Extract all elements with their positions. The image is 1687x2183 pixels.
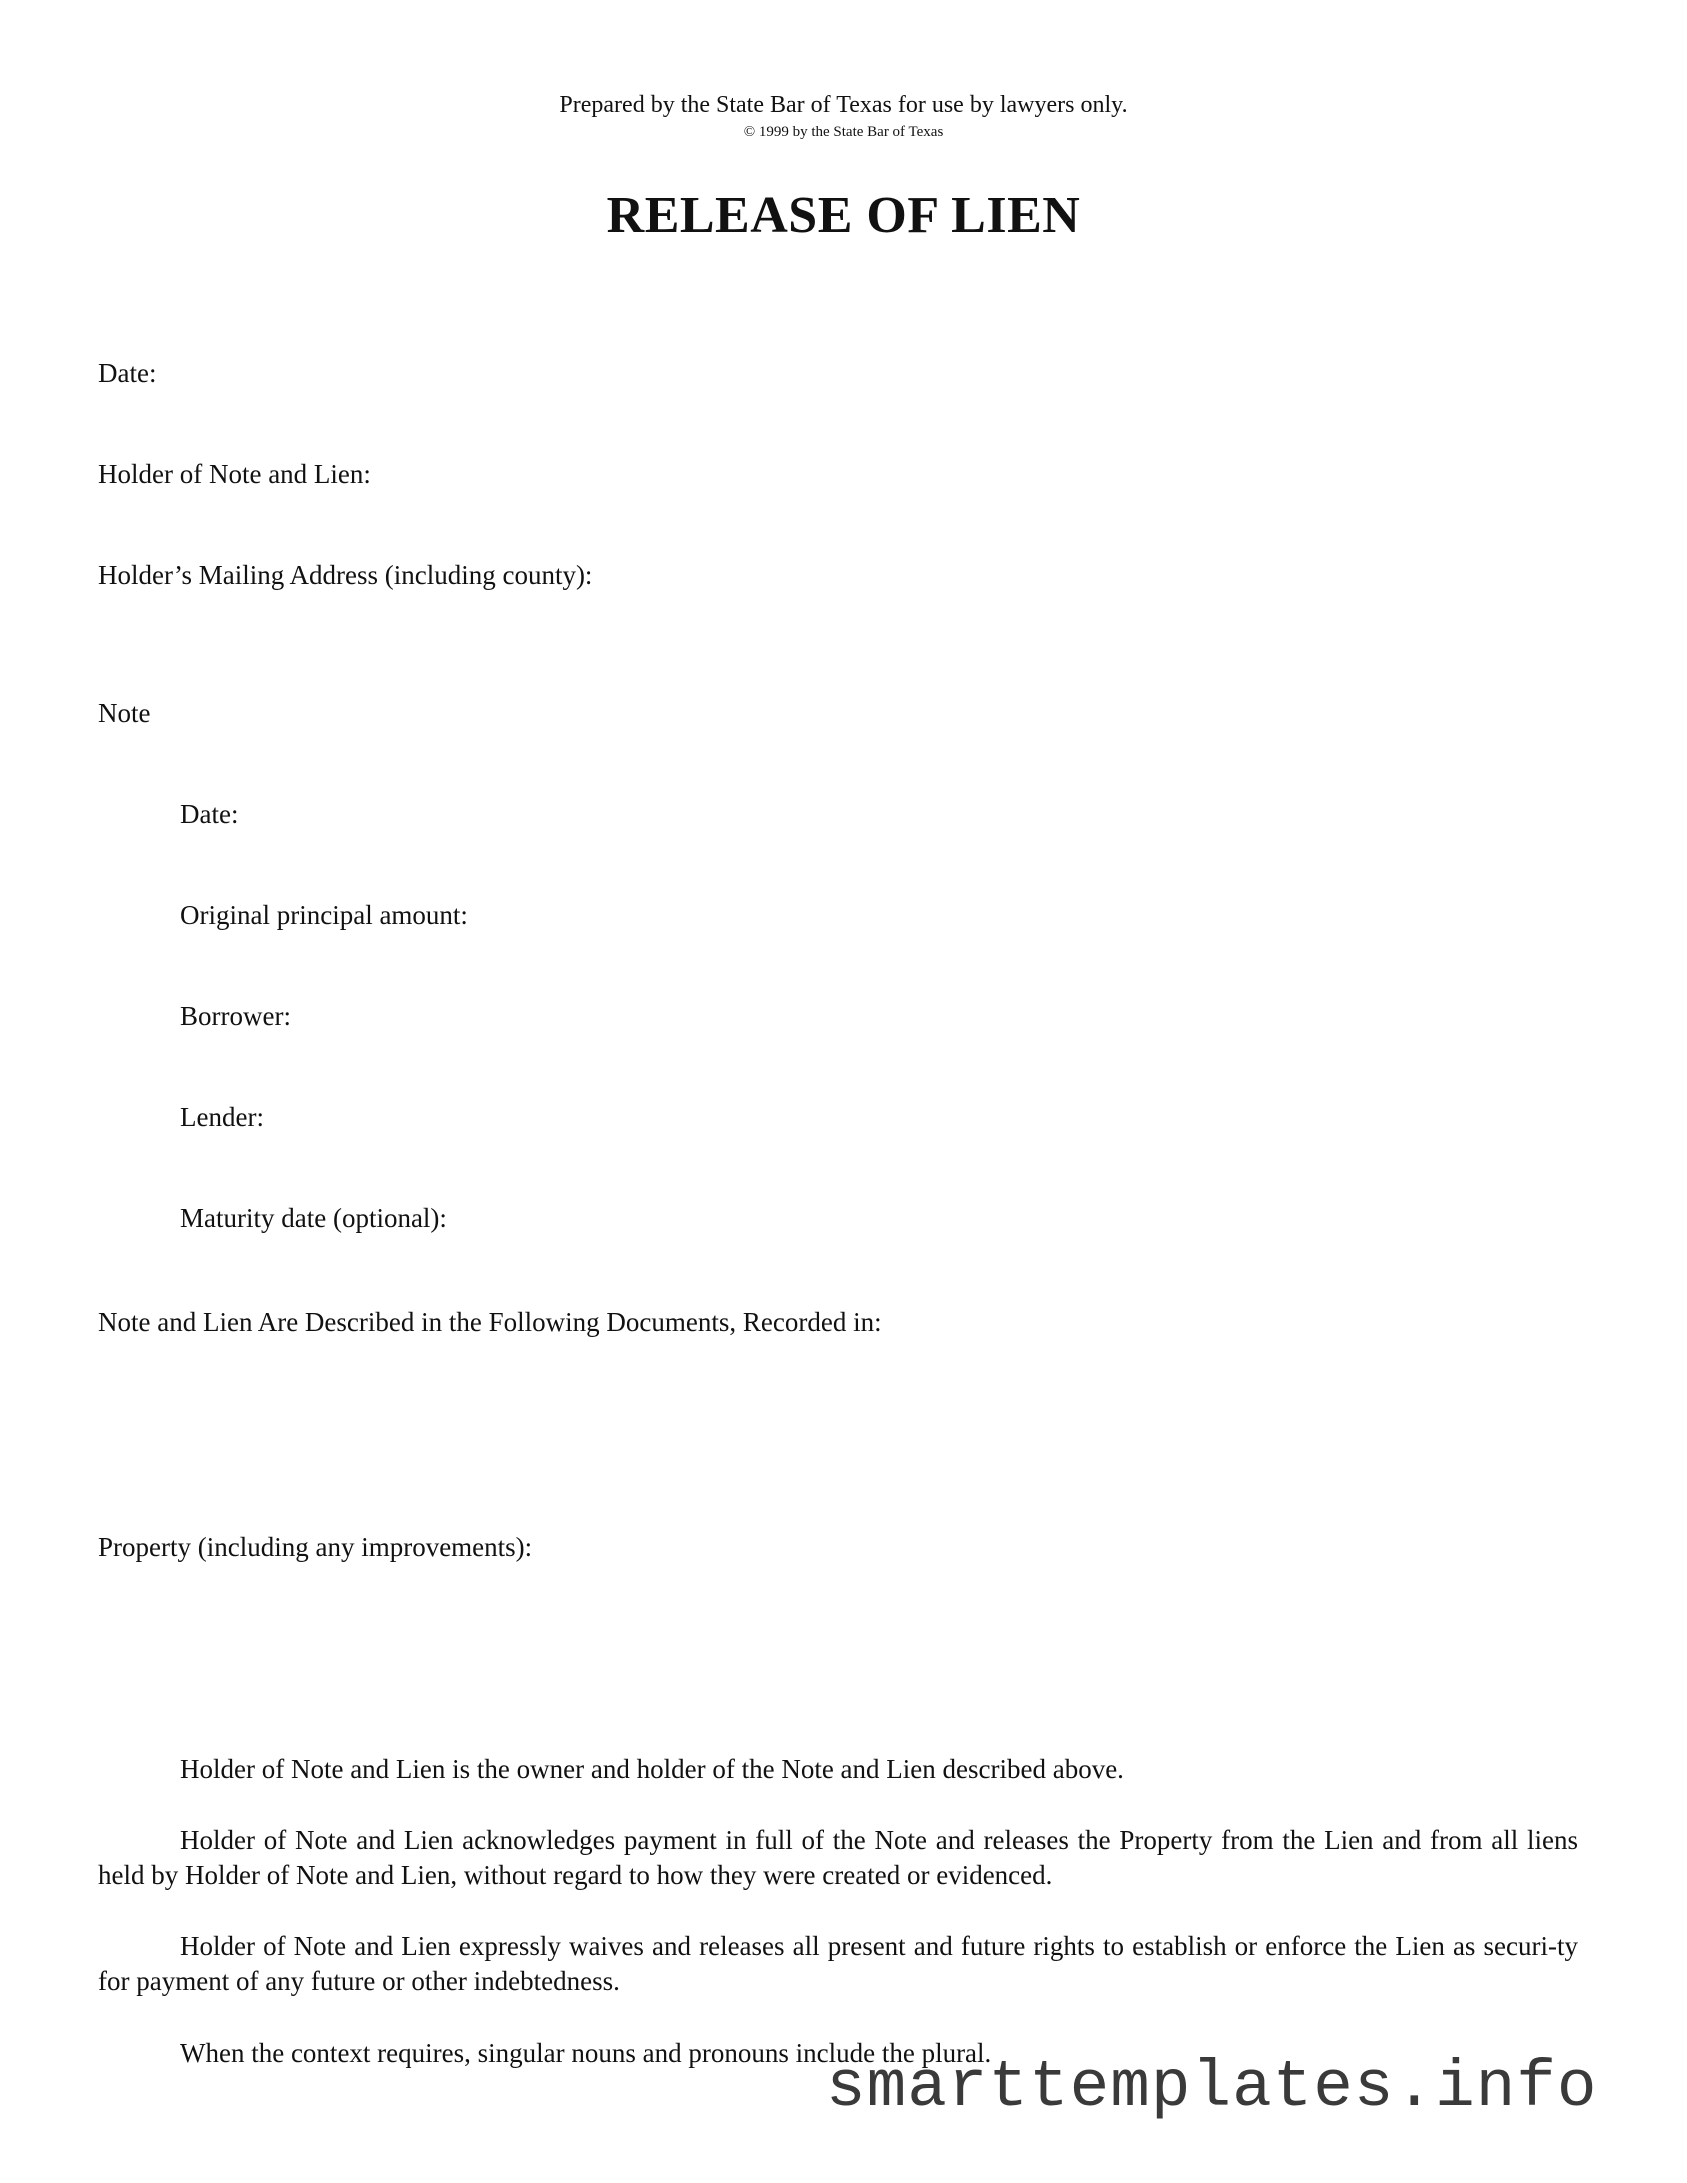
property-label: Property (including any improvements): — [98, 1532, 533, 1562]
holder-label: Holder of Note and Lien: — [98, 459, 371, 489]
ownership-paragraph: Holder of Note and Lien is the owner and holder of the Note and Lien described above. — [180, 1754, 1124, 1784]
holder-address-label: Holder’s Mailing Address (including county): — [98, 560, 593, 590]
lender-label: Lender: — [180, 1102, 264, 1132]
document-title: RELEASE OF LIEN — [606, 187, 1081, 244]
date-label: Date: — [98, 358, 157, 388]
note-heading: Note — [98, 698, 151, 728]
copyright-note: © 1999 by the State Bar of Texas — [743, 124, 944, 140]
borrower-label: Borrower: — [180, 1001, 291, 1031]
recorded-documents-label: Note and Lien Are Described in the Following Documents, Recorded in: — [98, 1307, 882, 1337]
watermark: smarttemplates.info — [826, 2050, 1598, 2125]
maturity-date-label: Maturity date (optional): — [180, 1203, 447, 1233]
plural-paragraph: When the context requires, singular nouns and pronouns include the plural. — [180, 2038, 992, 2068]
original-principal-label: Original principal amount: — [180, 900, 468, 930]
note-date-label: Date: — [180, 799, 239, 829]
payment-release-paragraph: Holder of Note and Lien acknowledges payment in full of the Note and releases the Property from the Lien and from all liens held by Holder of Note and Lien, without regard to how they were created or evidenced. — [98, 1825, 1578, 1890]
prepared-by-note: Prepared by the State Bar of Texas for use by lawyers only. — [559, 92, 1128, 118]
waiver-paragraph: Holder of Note and Lien expressly waives and releases all present and future rights to establish or enforce the Lien as securi-ty for payment of any future or other indebtedness. — [98, 1931, 1578, 1996]
